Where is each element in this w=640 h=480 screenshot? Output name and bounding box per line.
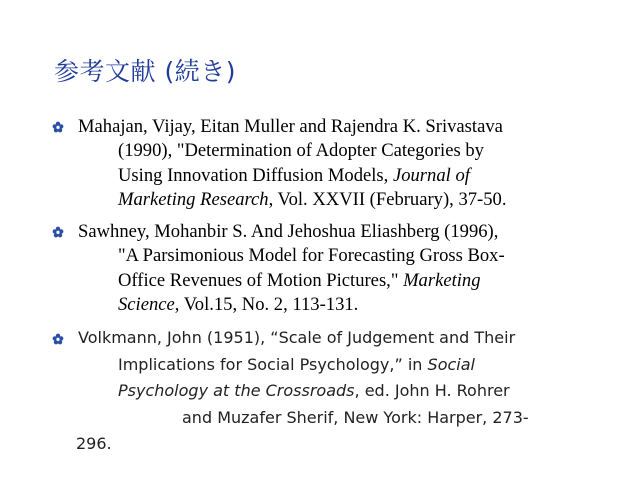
reference-line: Using Innovation Diffusion Models, Journal of: [118, 164, 470, 186]
reference-line: Marketing Research, Vol. XXVII (February), 37-50.: [118, 188, 507, 210]
flower-bullet-icon: [52, 333, 64, 345]
reference-line: Volkmann, John (1951), “Scale of Judgement and Their: [78, 328, 516, 347]
reference-line: Mahajan, Vijay, Eitan Muller and Rajendra K. Srivastava: [78, 116, 503, 137]
reference-line: Science, Vol.15, No. 2, 113-131.: [118, 293, 359, 315]
reference-line: Psychology at the Crossroads, ed. John H. Rohrer: [118, 381, 510, 400]
reference-line: 296.: [76, 434, 112, 453]
reference-line: Office Revenues of Motion Pictures," Marketing: [118, 269, 481, 291]
reference-line: (1990), "Determination of Adopter Categories by: [118, 140, 484, 162]
reference-line: Sawhney, Mohanbir S. And Jehoshua Eliashberg (1996),: [78, 221, 499, 242]
slide-title: 参考文献 (続き): [54, 57, 236, 86]
flower-bullet-icon: [52, 121, 64, 133]
reference-item: [78, 115, 588, 212]
flower-bullet-icon: [52, 226, 64, 238]
reference-line: "A Parsimonious Model for Forecasting Gross Box-: [118, 245, 505, 267]
reference-item: [78, 325, 588, 458]
reference-item: [78, 220, 588, 317]
reference-line: Implications for Social Psychology,” in Social: [118, 354, 475, 374]
reference-line: and Muzafer Sherif, New York: Harper, 273-: [182, 407, 529, 427]
